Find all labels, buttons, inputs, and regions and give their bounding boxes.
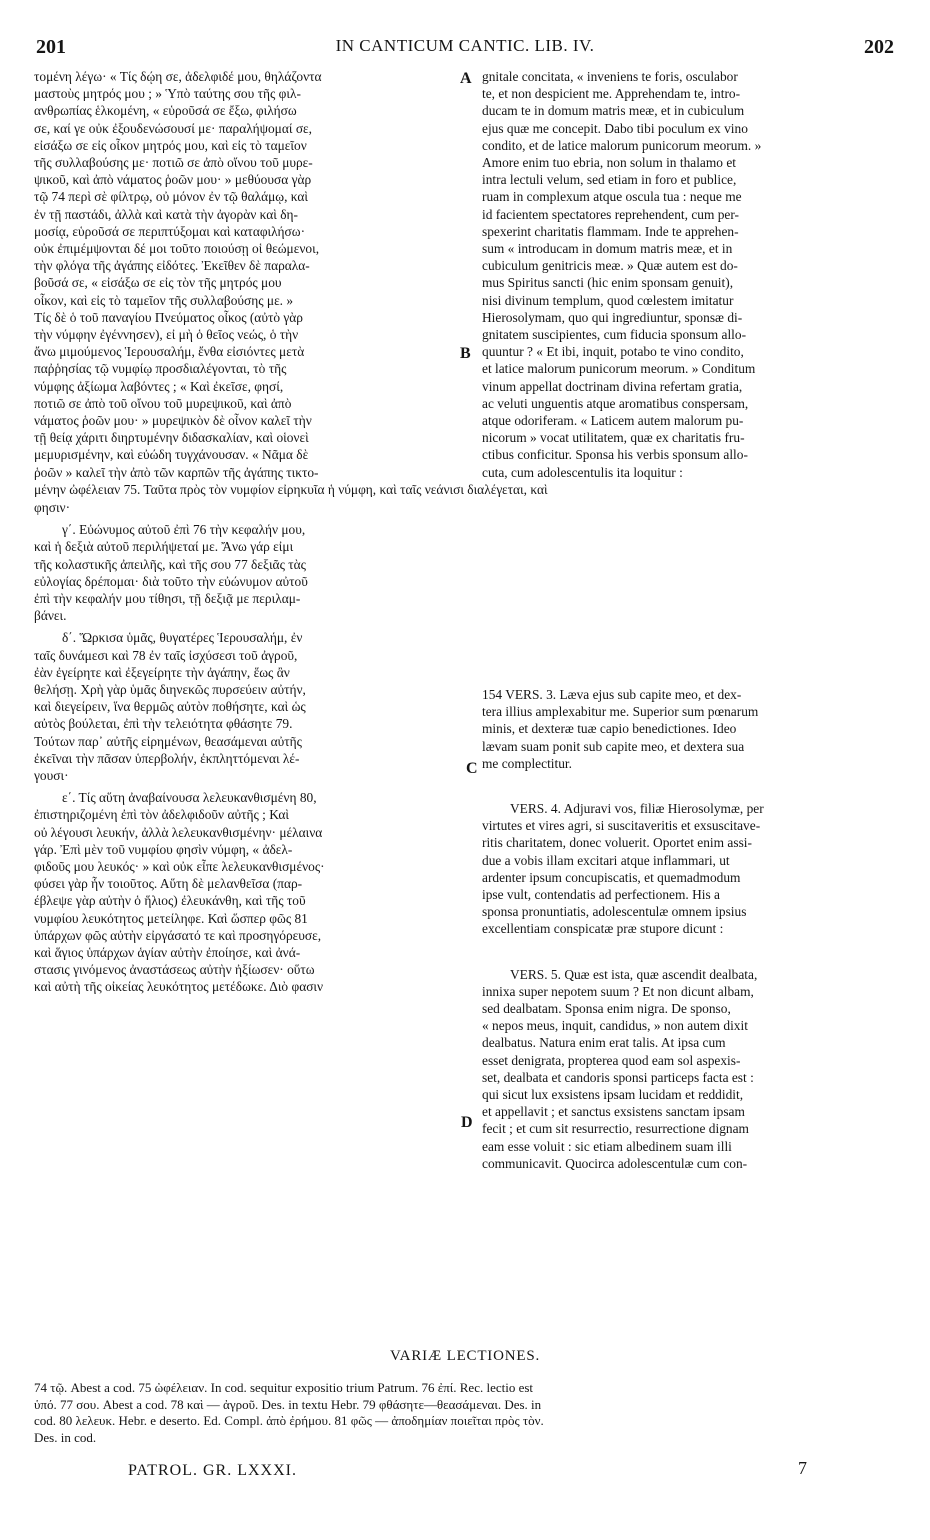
text-line: ctibus conficitur. Sponsa his verbis sponsum allo- — [482, 447, 748, 463]
verse-5-greek-line: ε΄. Τίς αὕτη ἀναβαίνουσα λελευκανθισμένη 80, — [62, 790, 317, 806]
text-line: μοσίᾳ, εὑροῦσά σε περιπτύξομαι καὶ καταφιλήσω· — [34, 223, 306, 239]
greek-column-top — [34, 68, 459, 481]
full-width-line — [34, 481, 894, 498]
text-line: γάρ. Ἐπὶ μὲν τοῦ νυμφίου φησὶν νύμφη, « ἀδελ- — [34, 841, 293, 857]
text-line: nicorum » vocat utilitatem, quæ ex charitatis fru- — [482, 430, 745, 446]
text-line: καὶ ἡ δεξιὰ αὐτοῦ περιλήψεταί με. Ἄνω γάρ εἰμι — [34, 539, 294, 555]
margin-letter-d: D — [461, 1114, 473, 1131]
greek-column-bottom — [34, 499, 459, 996]
text-line: atque odoriferam. « Laticem autem malorum pu- — [482, 413, 744, 429]
text-line: ἐν τῇ παστάδι, ἀλλὰ καὶ κατὰ τὴν ἀγορὰν καὶ δη- — [34, 206, 298, 222]
text-line: condito, et de latice malorum punicorum meorum. » — [482, 137, 762, 153]
text-line: intra lectuli velum, sed etiam in foro et publice, — [482, 172, 737, 188]
text-line: set, dealbata et candoris sponsi particeps facta est : — [482, 1069, 754, 1085]
margin-letter-a: A — [460, 70, 472, 87]
text-line: εἰσάξω σε εἰς οἶκον μητρός μου, καὶ εἰς τὸ ταμεῖον — [34, 137, 307, 153]
text-line: νυμφίου λευκότητος μετείληφε. Καὶ ὥσπερ φῶς 81 — [34, 910, 308, 926]
text-line: φιδοῦς μου λευκός· » καὶ οὐκ εἶπε λελευκανθισμένος· — [34, 859, 325, 875]
text-line: ac veluti unguentis atque aromatibus conspersam, — [482, 395, 749, 411]
text-line: sum « introducam in domum matris meæ, et in — [482, 241, 733, 257]
page-number-right: 202 — [864, 36, 894, 58]
text-line: gnitale concitata, « inveniens te foris, osculabor — [482, 69, 738, 84]
text-line: esset denigrata, propterea quod eam sol aspexis- — [482, 1052, 741, 1068]
text-line: ὑπάρχων φῶς αὐτὴν εἰργάσατό τε καὶ προσηγόρευσε, — [34, 927, 322, 943]
text-line: tera illius amplexabitur me. Superior sum pœnarum — [482, 704, 759, 720]
text-line: γουσι· — [34, 768, 69, 784]
page-number-left: 201 — [36, 36, 66, 58]
text-line: dealbatus. Natura enim erat talis. At ipsa cum — [482, 1035, 726, 1051]
text-line: ἐπὶ τὴν κεφαλήν μου τίθησι, τῇ δεξιᾷ με περιλαμ- — [34, 591, 301, 607]
text-line: νύμφης ἀξίωμα λαβόντες ; « Καὶ ἐκεῖσε, φησί, — [34, 378, 284, 394]
verse-5-latin-line: VERS. 5. Quæ est ista, quæ ascendit dealbata, — [510, 966, 758, 982]
latin-column-top — [482, 68, 894, 481]
text-line: Τούτων παρ᾽ αὐτῆς εἰρημένων, θεασάμεναι αὐτῆς — [34, 733, 302, 749]
text-line: τῇ θείᾳ χάριτι διηρτυμένην διδασκαλίαν, καὶ οἱονεὶ — [34, 430, 309, 446]
text-line: me complectitur. — [482, 755, 572, 771]
text-line: ducam te in domum matris meæ, et in cubiculum — [482, 103, 745, 119]
text-line: ποτιῶ σε ἀπὸ τοῦ οἴνου τοῦ μυρεψικοῦ, καὶ ἀπὸ — [34, 395, 292, 411]
text-line: nisi divinum templum, quod cœlestem imitatur — [482, 292, 734, 308]
text-line: sed dealbatam. Sponsa enim nigra. De sponso, — [482, 1001, 731, 1017]
text-line: θελήσῃ. Χρὴ γὰρ ὑμᾶς διηνεκῶς πυρσεύειν αὐτήν, — [34, 682, 306, 698]
text-line: et latice malorum punicorum meorum. » Conditum — [482, 361, 756, 377]
text-line: φύσει γὰρ ἦν τοιοῦτος. Αὕτη δὲ μελανθεῖσα (παρ- — [34, 876, 303, 892]
text-line: eam esse voluit : sic etiam albedinem suam illi — [482, 1138, 732, 1154]
text-line: καὶ αὐτὴ τῆς οἰκείας λευκότητος μετέδωκε. Διὸ φασιν — [34, 979, 324, 995]
text-line: τῆς κολαστικῆς ἀπειλῆς, καὶ τῆς σου 77 δεξιᾶς τὰς — [34, 556, 306, 572]
text-line: ῥοῶν » καλεῖ τὴν ἀπὸ τῶν καρπῶν τῆς ἀγάπης τικτο- — [34, 464, 319, 480]
text-line: Amore enim tuo ebria, non solum in thalamo et — [482, 155, 736, 171]
text-line: excellentiam conspicatæ præ stupore dicunt : — [482, 921, 724, 937]
text-line: vinum appellat doctrinam divina refertam gratia, — [482, 378, 743, 394]
running-title: IN CANTICUM CANTIC. LIB. IV. — [335, 36, 595, 55]
note-line: Des. in cod. — [34, 1429, 97, 1445]
text-line: τομένη λέγω· « Τίς δῴη σε, ἀδελφιδέ μου, θηλάζοντα — [34, 69, 322, 84]
note-line: cod. 80 λελευκ. Hebr. e deserto. Ed. Compl. ἀπὸ ἐρήμου. 81 φῶς — ἀποδημίαν ποιεῖται πρὸς τὸν. — [34, 1413, 544, 1428]
text-line: μαστοὺς μητρός μου ; » Ὑπὸ ταύτης σου τῆς φιλ- — [34, 86, 301, 102]
text-line: spexerint charitatis flammam. Inde te apprehen- — [482, 223, 739, 239]
text-line: due a vobis illam excitari atque inflammari, ut — [482, 852, 730, 868]
text-line: lævam suam ponit sub capite meo, et dextera sua — [482, 738, 745, 754]
text-line: στασις γινόμενος ἀναστάσεως αὐτὴν ἠξίωσεν· οὕτω — [34, 962, 315, 978]
text-line: καὶ ἅγιος ὑπάρχων ἁγίαν αὐτὴν ἐποίησε, καὶ ἀνά- — [34, 945, 301, 961]
running-header — [36, 36, 894, 62]
text-line: εὐλογίας δρέπομαι· διὰ τοῦτο τὴν εὐώνυμον αὐτοῦ — [34, 573, 308, 589]
text-line: ἐκεῖναι τὴν πᾶσαν ὑπερβολήν, ἐκπληττόμεναι λέ- — [34, 750, 300, 766]
text-line: οἶκον, καὶ εἰς τὸ ταμεῖον τῆς συλλαβούσης με. » — [34, 292, 294, 308]
text-line: ψικοῦ, καὶ ἀπὸ νάματος ῥοῶν μου· » μεθύουσα γὰρ — [34, 172, 312, 188]
text-line: gnitatem suscipientes, cum fiducia sponsum allo- — [482, 327, 747, 343]
text-line: οὐ λέγουσι λευκήν, ἀλλὰ λελευκανθισμένην· μέλαινα — [34, 824, 323, 840]
text-line: βάνει. — [34, 608, 67, 624]
text-line: sponsa pronuntiatis, adolescentulæ omnem ipsius — [482, 904, 747, 920]
margin-letter-b: B — [460, 345, 471, 362]
text-line: te, et non despicient me. Apprehendam te, intro- — [482, 86, 741, 102]
text-line: ipse vult, contendatis ad perfectionem. His a — [482, 887, 720, 903]
text-line: νάματος ῥοῶν μου· » μυρεψικὸν δὲ οἶνον καλεῖ τὴν — [34, 413, 312, 429]
footer-signature: PATROL. GR. LXXXI. — [128, 1462, 297, 1479]
text-line: ἄνω μιμούμενος Ἱερουσαλήμ, ἔνθα εἰσιόντες μετὰ — [34, 344, 305, 360]
note-line: 74 τῷ. Abest a cod. 75 ὠφέλειαν. In cod. sequitur expositio trium Patrum. 76 ἐπί. Rec. lectio est — [34, 1380, 534, 1395]
text-line: « nepos meus, inquit, candidus, » non autem dixit — [482, 1018, 748, 1034]
text-line: qui sicut lux exsistens ipsam lucidam et reddidit, — [482, 1087, 744, 1103]
text-line: τὴν νύμφην ἐγέννησεν), εἰ μὴ ὁ θεῖος νεώς, ὁ τὴν — [34, 327, 299, 343]
text-line: mus Spiritus sancti (hic enim sponsam genuit), — [482, 275, 734, 291]
text-line: Τίς δὲ ὁ τοῦ παναγίου Πνεύματος οἶκος (αὐτὸ γὰρ — [34, 309, 303, 325]
text-line: μεμυρισμένην, καὶ εὐώδη τυγχάνουσαν. « Νᾶμα δὲ — [34, 447, 309, 463]
text-line: ritis charitatem, donec voluerit. Oportet enim assi- — [482, 835, 752, 851]
text-line: ἐπιστηριζομένη ἐπὶ τὸν ἀδελφιδοῦν αὐτῆς ; Καὶ — [34, 807, 289, 823]
margin-letter-c: C — [466, 760, 478, 777]
text-line: quuntur ? « Et ibi, inquit, potabo te vino condito, — [482, 344, 744, 360]
text-line: ruam in complexum atque oscula tua : neque me — [482, 189, 742, 205]
text-line: ejus quæ me concepit. Dabo tibi poculum ex vino — [482, 120, 748, 136]
text-line: έβλεψε γὰρ αὐτὴν ὁ ἥλιος) ἐλευκάνθη, καὶ τῆς τοῦ — [34, 893, 306, 909]
text-line: cubiculum genitricis meæ. » Quæ autem est do- — [482, 258, 738, 274]
verse-3-greek-line: γ΄. Εὐώνυμος αὐτοῦ ἐπὶ 76 τὴν κεφαλήν μου, — [62, 522, 306, 538]
text-line: παῤῥησίας τῷ νυμφίῳ προσδιαλέγονται, τὸ τῆς — [34, 361, 287, 377]
text-line: id facientem spectatores reprehendent, cum per- — [482, 206, 740, 222]
text-line: σε, καί γε οὐκ ἐξουδενώσουσί με· παραλήψομαί σε, — [34, 120, 313, 136]
text-line: innixa super nepotem suum ? Et non dicunt albam, — [482, 983, 754, 999]
text-line: virtutes et vires agri, si suscitaveritis et exsuscitave- — [482, 818, 761, 834]
text-line: communicavit. Quocirca adolescentulæ cum con- — [482, 1155, 748, 1171]
verse-4-latin-line: VERS. 4. Adjuravi vos, filiæ Hierosolymæ, per — [510, 801, 764, 817]
text-line: τὴν φλόγα τῆς ἀγάπης εἰδότες. Ἐκεῖθεν δὲ παραλα- — [34, 258, 310, 274]
text-line: ανθρωπίας ἑλκομένη, « εὑροῦσά σε ἔξω, φιλήσω — [34, 103, 297, 119]
text-line: φησιν· — [34, 500, 71, 515]
text-line: fecit ; et cum sit resurrectio, resurrectione dignam — [482, 1121, 749, 1137]
text-line: καὶ διεγείρειν, ἵνα θερμῶς αὐτὸν ποθήσητε, καὶ ὡς — [34, 699, 306, 715]
text-line: ardenter ipsum concupiscatis, et quemadmodum — [482, 869, 741, 885]
text-line: ταῖς δυνάμεσι καὶ 78 ἐν ταῖς ἰσχύσεσι τοῦ ἀγροῦ, — [34, 647, 298, 663]
text-line: τῷ 74 περὶ σὲ φίλτρῳ, οὐ μόνον ἐν τῷ θαλάμῳ, καὶ — [34, 189, 309, 205]
footer-sheet-number: 7 — [798, 1458, 807, 1478]
latin-column-bottom — [482, 686, 894, 1172]
verse-3-latin-line: 154 VERS. 3. Læva ejus sub capite meo, et dex- — [482, 687, 742, 702]
text-line: αὐτὸς βούλεται, ἐπὶ τὴν τελειότητα φθάσητε 79. — [34, 716, 293, 732]
text-line: ἐὰν ἐγείρητε καὶ ἐξεγείρητε τὴν ἀγάπην, ἕως ἂν — [34, 664, 290, 680]
variae-lectiones-heading: VARIÆ LECTIONES. — [389, 1348, 541, 1364]
text-line: βοῦσά σε, « εἰσάξω σε εἰς τὸν τῆς μητρός μου — [34, 275, 282, 291]
verse-4-greek-line: δ΄. Ὥρκισα ὑμᾶς, θυγατέρες Ἱερουσαλήμ, ἐν — [62, 630, 303, 646]
text-line: οὐκ ἐπιμέμψονται δέ μοι τοῦτο ποιούσῃ οἱ θεώμενοι, — [34, 241, 320, 257]
text-line: cuta, cum adolescentulis ita loquitur : — [482, 464, 683, 480]
text-line: et appellavit ; et sanctus exsistens sanctam ipsam — [482, 1104, 745, 1120]
variae-lectiones-notes — [34, 1380, 894, 1446]
text-line: Hierosolymam, quo qui ingrediuntur, sponsæ di- — [482, 309, 743, 325]
text-line: τῆς συλλαβούσης με· ποτιῶ σε ἀπὸ οἴνου τοῦ μυρε- — [34, 155, 313, 171]
note-line: ὑπό. 77 σου. Abest a cod. 78 καὶ — ἀγροῦ. Des. in textu Hebr. 79 φθάσητε—θεασάμεναι. Des. in — [34, 1396, 542, 1412]
text-line: μένην ὠφέλειαν 75. Ταῦτα πρὸς τὸν νυμφίον εἰρηκυῖα ἡ νύμφη, καὶ ταῖς νεάνισι διαλέγεται, καὶ — [34, 482, 548, 497]
text-line: minis, et dexteræ tuæ capio benedictiones. Ideo — [482, 721, 737, 737]
